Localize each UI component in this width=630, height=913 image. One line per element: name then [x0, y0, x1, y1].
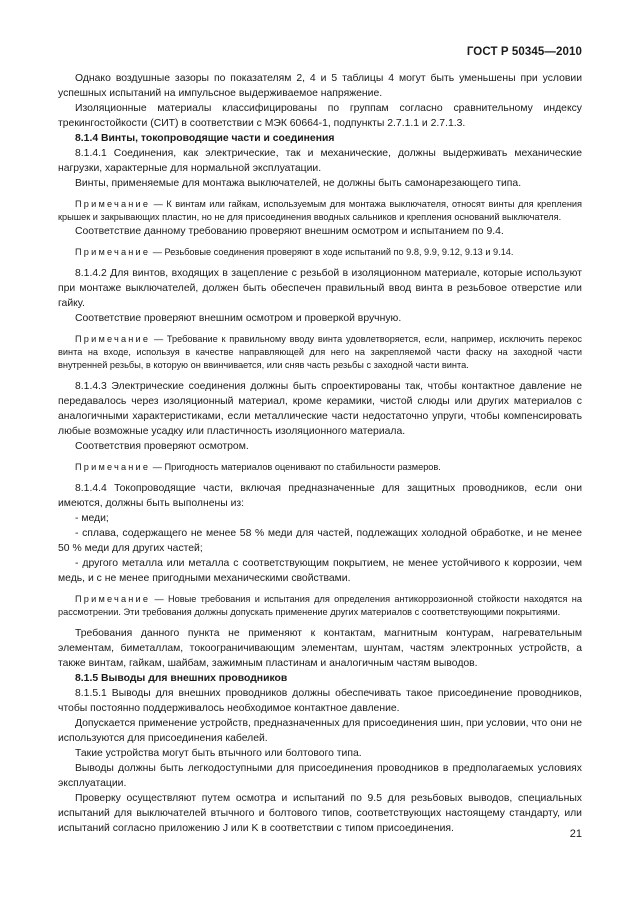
note — [58, 198, 582, 224]
list-item: - другого металла или металла с соответствующим покрытием, не менее устойчивого к коррозии, чем медь, и с не менее пригодными механическими свойствами. — [58, 558, 582, 584]
paragraph: Однако воздушные зазоры по показателям 2, 4 и 5 таблицы 4 могут быть уменьшены при условии успешных испытаний на импульсное выдерживаемое напряжение. — [58, 73, 582, 99]
note-label: Примечание — [75, 334, 151, 344]
paragraph: Требования данного пункта не применяют к контактам, магнитным контурам, нагревательным элементам, биметаллам, токоограничивающим элементам, шунтам, частям электронных устройств, а также винтам, гайкам, шайбам, зажимным пластинам и аналогичным частям выводов. — [58, 628, 582, 669]
note-label: Примечание — [75, 462, 151, 472]
note-label: Примечание — [75, 199, 151, 209]
paragraph: Соответствия проверяют осмотром. — [75, 441, 249, 452]
document-body — [58, 71, 582, 836]
note-text: — Резьбовые соединения проверяют в ходе испытаний по 9.8, 9.9, 9.12, 9.13 и 9.14. — [150, 247, 514, 257]
note-text: — К винтам или гайкам, используемым для монтажа выключателя, относят винты для крепления крышек и закрывающих пластин, но не для присоединения вводных сальников и крепления оснований выключателя. — [58, 199, 582, 222]
paragraph: Такие устройства могут быть втычного или болтового типа. — [75, 748, 362, 759]
list-item: - меди; — [75, 513, 109, 524]
paragraph: Винты, применяемые для монтажа выключателей, не должны быть самонарезающего типа. — [75, 178, 522, 189]
note-label: Примечание — [75, 594, 151, 604]
note-text: — Требование к правильному вводу винта удовлетворяется, если, например, исключить перекос винта на входе, используя в качестве направляющей для него на закрепляемой части фаску на заходной части внутренней резьбы, в которую он ввинчивается, или сняв часть резьбы с заходной части винта. — [58, 334, 582, 370]
paragraph: Изоляционные материалы классифицированы по группам согласно сравнительному индексу трекингостойкости (СИТ) в соответствии с МЭК 60664-1, подпункты 2.7.1.1 и 2.7.1.3. — [58, 103, 582, 129]
paragraph: Выводы должны быть легкодоступными для присоединения проводников в предполагаемых условиях эксплуатации. — [58, 763, 582, 789]
paragraph: Допускается применение устройств, предназначенных для присоединения шин, при условии, что они не используются для присоединения кабелей. — [58, 718, 582, 744]
note — [58, 461, 582, 474]
paragraph-8-1-5-1: 8.1.5.1 Выводы для внешних проводников должны обеспечивать такое присоединение проводников, чтобы постоянно поддерживалось необходимое контактное давление. — [58, 688, 582, 714]
paragraph-8-1-4-4: 8.1.4.4 Токопроводящие части, включая предназначенные для защитных проводников, если они имеются, должны быть выполнены из: — [58, 483, 582, 509]
section-heading-8-1-5: 8.1.5 Выводы для внешних проводников — [75, 673, 288, 684]
note-text: — Новые требования и испытания для определения антикоррозионной стойкости находятся на рассмотрении. Эти требования должны допускать применение других материалов с соответствующими покрытиями. — [58, 594, 582, 617]
note — [58, 593, 582, 619]
section-heading-8-1-4: 8.1.4 Винты, токопроводящие части и соединения — [75, 133, 335, 144]
note — [58, 246, 582, 259]
paragraph: Соответствие данному требованию проверяют внешним осмотром и испытанием по 9.4. — [75, 226, 504, 237]
list-item: - сплава, содержащего не менее 58 % меди для частей, подлежащих холодной обработке, и не менее 50 % меди для других частей; — [58, 528, 582, 554]
paragraph-8-1-4-3: 8.1.4.3 Электрические соединения должны быть спроектированы так, чтобы контактное давление не передавалось через изоляционный материал, кроме керамики, чистой слюды или других материалов с аналогичными характеристиками, если металлические части недостаточно упруги, чтобы компенсировать любые возможные усадку или пластичность изоляционного материала. — [58, 381, 582, 437]
paragraph: Соответствие проверяют внешним осмотром и проверкой вручную. — [75, 313, 402, 324]
note-text: — Пригодность материалов оценивают по стабильности размеров. — [150, 462, 441, 472]
note — [58, 333, 582, 372]
page-number: 21 — [569, 828, 582, 840]
standard-header: ГОСТ Р 50345—2010 — [466, 46, 582, 58]
paragraph-8-1-4-1: 8.1.4.1 Соединения, как электрические, так и механические, должны выдерживать механические нагрузки, характерные для нормальной эксплуатации. — [58, 148, 582, 174]
paragraph-8-1-4-2: 8.1.4.2 Для винтов, входящих в зацепление с резьбой в изоляционном материале, которые используют при монтаже выключателей, должен быть обеспечен правильный ввод винта в резьбовое отверстие или гайку. — [58, 268, 582, 309]
note-label: Примечание — [75, 247, 151, 257]
paragraph: Проверку осуществляют путем осмотра и испытаний по 9.5 для резьбовых выводов, специальных испытаний для выключателей втычного и болтового типов, соответствующих настоящему стандарту, или испытаний согласно приложению J или K в соответствии с типом присоединения. — [58, 793, 582, 834]
